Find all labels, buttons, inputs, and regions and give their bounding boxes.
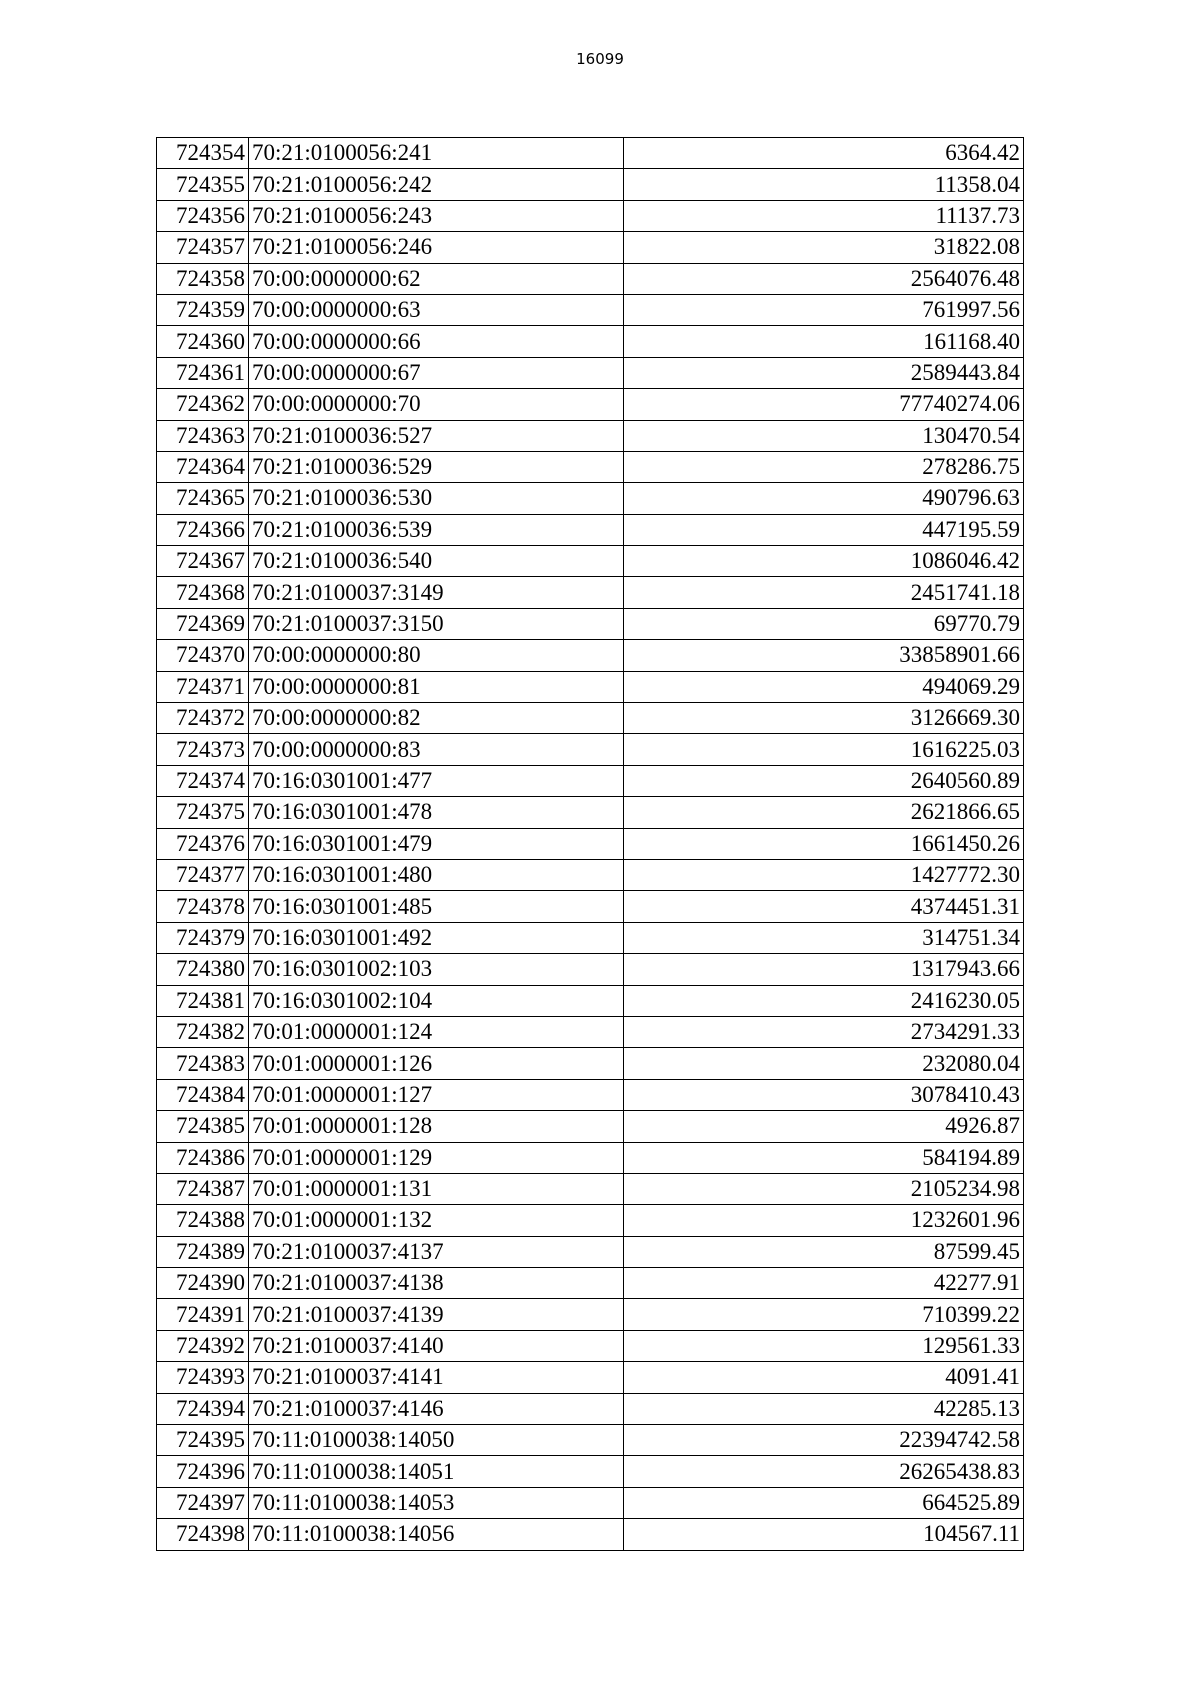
table-row <box>157 1016 1024 1047</box>
table-row <box>157 1236 1024 1267</box>
cadastral-number-cell: 70:00:0000000:62 <box>249 263 624 294</box>
cadastral-number-cell: 70:21:0100036:530 <box>249 483 624 514</box>
row-number-cell: 724393 <box>157 1362 249 1393</box>
row-number-cell: 724398 <box>157 1519 249 1550</box>
cadastral-number-cell: 70:21:0100037:4138 <box>249 1268 624 1299</box>
cadastral-value-table <box>156 137 1024 1551</box>
table-row <box>157 1048 1024 1079</box>
cadastral-number-cell: 70:16:0301001:477 <box>249 765 624 796</box>
cadastral-value-cell: 3126669.30 <box>624 703 1024 734</box>
cadastral-value-cell: 1232601.96 <box>624 1205 1024 1236</box>
cadastral-value-cell: 1616225.03 <box>624 734 1024 765</box>
cadastral-value-cell: 11358.04 <box>624 169 1024 200</box>
cadastral-number-cell: 70:00:0000000:81 <box>249 671 624 702</box>
table-row <box>157 797 1024 828</box>
cadastral-number-cell: 70:21:0100056:241 <box>249 138 624 169</box>
cadastral-number-cell: 70:16:0301002:103 <box>249 954 624 985</box>
cadastral-number-cell: 70:11:0100038:14051 <box>249 1456 624 1487</box>
cadastral-value-cell: 42277.91 <box>624 1268 1024 1299</box>
row-number-cell: 724370 <box>157 640 249 671</box>
row-number-cell: 724358 <box>157 263 249 294</box>
row-number-cell: 724395 <box>157 1425 249 1456</box>
cadastral-value-cell: 129561.33 <box>624 1330 1024 1361</box>
cadastral-number-cell: 70:16:0301002:104 <box>249 985 624 1016</box>
cadastral-number-cell: 70:21:0100037:3150 <box>249 608 624 639</box>
cadastral-number-cell: 70:21:0100037:3149 <box>249 577 624 608</box>
table-row <box>157 954 1024 985</box>
table-body <box>157 138 1024 1551</box>
cadastral-value-cell: 1427772.30 <box>624 859 1024 890</box>
table-row <box>157 169 1024 200</box>
cadastral-number-cell: 70:21:0100056:246 <box>249 232 624 263</box>
row-number-cell: 724356 <box>157 200 249 231</box>
table-row <box>157 608 1024 639</box>
row-number-cell: 724397 <box>157 1487 249 1518</box>
table-row <box>157 1487 1024 1518</box>
row-number-cell: 724369 <box>157 608 249 639</box>
cadastral-value-cell: 31822.08 <box>624 232 1024 263</box>
row-number-cell: 724388 <box>157 1205 249 1236</box>
row-number-cell: 724389 <box>157 1236 249 1267</box>
table-row <box>157 1456 1024 1487</box>
cadastral-value-cell: 494069.29 <box>624 671 1024 702</box>
row-number-cell: 724366 <box>157 514 249 545</box>
cadastral-value-cell: 33858901.66 <box>624 640 1024 671</box>
cadastral-number-cell: 70:16:0301001:492 <box>249 922 624 953</box>
row-number-cell: 724360 <box>157 326 249 357</box>
cadastral-value-cell: 4091.41 <box>624 1362 1024 1393</box>
table-row <box>157 294 1024 325</box>
table-row <box>157 891 1024 922</box>
cadastral-number-cell: 70:11:0100038:14050 <box>249 1425 624 1456</box>
row-number-cell: 724386 <box>157 1142 249 1173</box>
cadastral-number-cell: 70:00:0000000:82 <box>249 703 624 734</box>
table-row <box>157 200 1024 231</box>
cadastral-number-cell: 70:21:0100037:4137 <box>249 1236 624 1267</box>
cadastral-number-cell: 70:00:0000000:70 <box>249 389 624 420</box>
cadastral-number-cell: 70:00:0000000:66 <box>249 326 624 357</box>
row-number-cell: 724361 <box>157 357 249 388</box>
row-number-cell: 724394 <box>157 1393 249 1424</box>
row-number-cell: 724364 <box>157 451 249 482</box>
table-row <box>157 1205 1024 1236</box>
row-number-cell: 724355 <box>157 169 249 200</box>
row-number-cell: 724391 <box>157 1299 249 1330</box>
cadastral-value-cell: 3078410.43 <box>624 1079 1024 1110</box>
cadastral-number-cell: 70:01:0000001:127 <box>249 1079 624 1110</box>
table-row <box>157 483 1024 514</box>
cadastral-value-cell: 87599.45 <box>624 1236 1024 1267</box>
cadastral-number-cell: 70:21:0100036:527 <box>249 420 624 451</box>
cadastral-value-cell: 22394742.58 <box>624 1425 1024 1456</box>
cadastral-value-cell: 69770.79 <box>624 608 1024 639</box>
cadastral-number-cell: 70:00:0000000:80 <box>249 640 624 671</box>
cadastral-value-cell: 26265438.83 <box>624 1456 1024 1487</box>
table-row <box>157 326 1024 357</box>
table-row <box>157 389 1024 420</box>
cadastral-number-cell: 70:00:0000000:67 <box>249 357 624 388</box>
table-row <box>157 1299 1024 1330</box>
table-row <box>157 1079 1024 1110</box>
row-number-cell: 724365 <box>157 483 249 514</box>
row-number-cell: 724382 <box>157 1016 249 1047</box>
row-number-cell: 724375 <box>157 797 249 828</box>
cadastral-value-cell: 710399.22 <box>624 1299 1024 1330</box>
cadastral-number-cell: 70:21:0100037:4140 <box>249 1330 624 1361</box>
cadastral-value-cell: 2416230.05 <box>624 985 1024 1016</box>
table-row <box>157 1519 1024 1550</box>
row-number-cell: 724354 <box>157 138 249 169</box>
table-row <box>157 1111 1024 1142</box>
table-row <box>157 1425 1024 1456</box>
row-number-cell: 724379 <box>157 922 249 953</box>
row-number-cell: 724374 <box>157 765 249 796</box>
table-row <box>157 1268 1024 1299</box>
cadastral-value-cell: 1661450.26 <box>624 828 1024 859</box>
cadastral-number-cell: 70:01:0000001:131 <box>249 1173 624 1204</box>
cadastral-value-cell: 104567.11 <box>624 1519 1024 1550</box>
row-number-cell: 724378 <box>157 891 249 922</box>
table-row <box>157 546 1024 577</box>
cadastral-value-cell: 314751.34 <box>624 922 1024 953</box>
row-number-cell: 724359 <box>157 294 249 325</box>
cadastral-number-cell: 70:01:0000001:129 <box>249 1142 624 1173</box>
cadastral-value-cell: 2640560.89 <box>624 765 1024 796</box>
cadastral-value-cell: 2621866.65 <box>624 797 1024 828</box>
row-number-cell: 724371 <box>157 671 249 702</box>
table-row <box>157 514 1024 545</box>
cadastral-number-cell: 70:21:0100037:4139 <box>249 1299 624 1330</box>
cadastral-value-cell: 584194.89 <box>624 1142 1024 1173</box>
table-row <box>157 828 1024 859</box>
cadastral-value-cell: 11137.73 <box>624 200 1024 231</box>
cadastral-value-cell: 2564076.48 <box>624 263 1024 294</box>
cadastral-number-cell: 70:21:0100037:4146 <box>249 1393 624 1424</box>
row-number-cell: 724373 <box>157 734 249 765</box>
cadastral-number-cell: 70:21:0100036:529 <box>249 451 624 482</box>
row-number-cell: 724381 <box>157 985 249 1016</box>
cadastral-value-cell: 161168.40 <box>624 326 1024 357</box>
cadastral-number-cell: 70:11:0100038:14053 <box>249 1487 624 1518</box>
cadastral-number-cell: 70:01:0000001:124 <box>249 1016 624 1047</box>
cadastral-value-cell: 2451741.18 <box>624 577 1024 608</box>
cadastral-value-cell: 490796.63 <box>624 483 1024 514</box>
row-number-cell: 724385 <box>157 1111 249 1142</box>
cadastral-number-cell: 70:16:0301001:478 <box>249 797 624 828</box>
table-row <box>157 1362 1024 1393</box>
table-row <box>157 1393 1024 1424</box>
row-number-cell: 724363 <box>157 420 249 451</box>
cadastral-number-cell: 70:16:0301001:480 <box>249 859 624 890</box>
table-row <box>157 703 1024 734</box>
table-row <box>157 232 1024 263</box>
cadastral-value-cell: 130470.54 <box>624 420 1024 451</box>
row-number-cell: 724368 <box>157 577 249 608</box>
table-row <box>157 1142 1024 1173</box>
table-row <box>157 671 1024 702</box>
cadastral-number-cell: 70:00:0000000:83 <box>249 734 624 765</box>
row-number-cell: 724390 <box>157 1268 249 1299</box>
cadastral-number-cell: 70:21:0100056:242 <box>249 169 624 200</box>
cadastral-number-cell: 70:16:0301001:479 <box>249 828 624 859</box>
row-number-cell: 724383 <box>157 1048 249 1079</box>
cadastral-value-cell: 232080.04 <box>624 1048 1024 1079</box>
cadastral-value-cell: 2589443.84 <box>624 357 1024 388</box>
cadastral-value-cell: 761997.56 <box>624 294 1024 325</box>
table-row <box>157 420 1024 451</box>
cadastral-value-cell: 42285.13 <box>624 1393 1024 1424</box>
cadastral-value-cell: 6364.42 <box>624 138 1024 169</box>
row-number-cell: 724380 <box>157 954 249 985</box>
table-row <box>157 263 1024 294</box>
table-row <box>157 577 1024 608</box>
row-number-cell: 724392 <box>157 1330 249 1361</box>
row-number-cell: 724384 <box>157 1079 249 1110</box>
cadastral-value-cell: 1086046.42 <box>624 546 1024 577</box>
table-row <box>157 734 1024 765</box>
row-number-cell: 724362 <box>157 389 249 420</box>
cadastral-value-cell: 1317943.66 <box>624 954 1024 985</box>
cadastral-number-cell: 70:01:0000001:132 <box>249 1205 624 1236</box>
cadastral-value-cell: 4374451.31 <box>624 891 1024 922</box>
table-row <box>157 1330 1024 1361</box>
cadastral-number-cell: 70:11:0100038:14056 <box>249 1519 624 1550</box>
table-row <box>157 859 1024 890</box>
cadastral-number-cell: 70:21:0100056:243 <box>249 200 624 231</box>
table-row <box>157 985 1024 1016</box>
cadastral-number-cell: 70:01:0000001:126 <box>249 1048 624 1079</box>
table-row <box>157 138 1024 169</box>
row-number-cell: 724372 <box>157 703 249 734</box>
page-number: 16099 <box>576 50 624 68</box>
row-number-cell: 724367 <box>157 546 249 577</box>
cadastral-number-cell: 70:21:0100036:540 <box>249 546 624 577</box>
cadastral-number-cell: 70:01:0000001:128 <box>249 1111 624 1142</box>
row-number-cell: 724387 <box>157 1173 249 1204</box>
cadastral-number-cell: 70:21:0100037:4141 <box>249 1362 624 1393</box>
cadastral-value-cell: 2105234.98 <box>624 1173 1024 1204</box>
row-number-cell: 724376 <box>157 828 249 859</box>
row-number-cell: 724357 <box>157 232 249 263</box>
cadastral-number-cell: 70:16:0301001:485 <box>249 891 624 922</box>
cadastral-value-cell: 2734291.33 <box>624 1016 1024 1047</box>
table-row <box>157 765 1024 796</box>
row-number-cell: 724377 <box>157 859 249 890</box>
cadastral-value-cell: 447195.59 <box>624 514 1024 545</box>
cadastral-value-cell: 278286.75 <box>624 451 1024 482</box>
table-row <box>157 640 1024 671</box>
table-row <box>157 451 1024 482</box>
cadastral-number-cell: 70:00:0000000:63 <box>249 294 624 325</box>
cadastral-value-cell: 4926.87 <box>624 1111 1024 1142</box>
table-row <box>157 922 1024 953</box>
row-number-cell: 724396 <box>157 1456 249 1487</box>
cadastral-number-cell: 70:21:0100036:539 <box>249 514 624 545</box>
table-row <box>157 357 1024 388</box>
table-row <box>157 1173 1024 1204</box>
cadastral-value-cell: 77740274.06 <box>624 389 1024 420</box>
cadastral-value-cell: 664525.89 <box>624 1487 1024 1518</box>
